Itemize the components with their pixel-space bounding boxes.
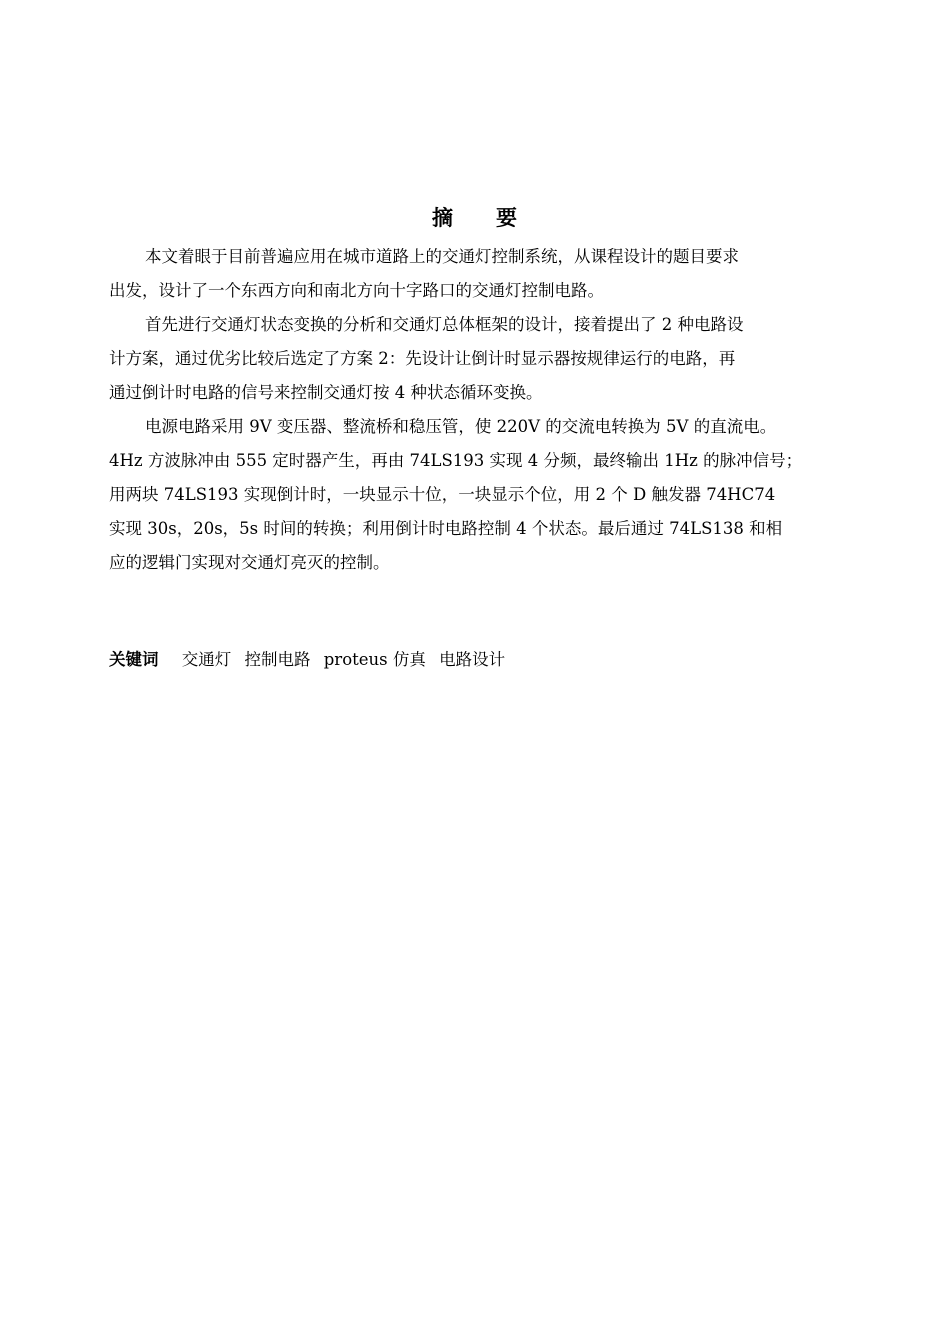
paragraph-3-line-5: 应的逻辑门实现对交通灯亮灭的控制。: [109, 553, 390, 572]
paragraph-1-line-2: 出发，设计了一个东西方向和南北方向十字路口的交通灯控制电路。: [109, 281, 604, 300]
paragraph-2-line-2: 计方案，通过优劣比较后选定了方案 2：先设计让倒计时显示器按规律运行的电路，再: [109, 349, 736, 368]
abstract-paragraph-1: [109, 240, 849, 308]
paragraph-2-line-3: 通过倒计时电路的信号来控制交通灯按 4 种状态循环变换。: [109, 383, 543, 402]
abstract-title-char-2: 要: [496, 206, 518, 230]
abstract-paragraph-2: [109, 308, 849, 410]
abstract-title: [0, 203, 950, 233]
keyword-item: 交通灯: [181, 650, 232, 669]
abstract-paragraph-3: [109, 410, 849, 580]
paragraph-3-line-2: 4Hz 方波脉冲由 555 定时器产生，再由 74LS193 实现 4 分频，最终输出 1Hz 的脉冲信号；: [109, 451, 803, 470]
keyword-item: 控制电路: [244, 650, 311, 669]
paragraph-3-line-4: 实现 30s，20s，5s 时间的转换；利用倒计时电路控制 4 个状态。最后通过 74LS138 和相: [109, 519, 783, 538]
keyword-item: proteus 仿真: [323, 650, 426, 669]
paragraph-1-line-1: 本文着眼于目前普遍应用在城市道路上的交通灯控制系统，从课程设计的题目要求: [145, 247, 739, 266]
keywords-line: [109, 645, 513, 675]
keywords-label: 关键词: [109, 650, 159, 669]
paragraph-2-line-1: 首先进行交通灯状态变换的分析和交通灯总体框架的设计，接着提出了 2 种电路设: [145, 315, 744, 334]
paragraph-3-line-1: 电源电路采用 9V 变压器、整流桥和稳压管，使 220V 的交流电转换为 5V 的直流电。: [145, 417, 777, 436]
paragraph-3-line-3: 用两块 74LS193 实现倒计时，一块显示十位，一块显示个位，用 2 个 D 触发器 74HC74: [109, 485, 776, 504]
keyword-item: 电路设计: [439, 650, 506, 669]
abstract-title-char-1: 摘: [432, 206, 454, 230]
abstract-body: [109, 240, 849, 580]
